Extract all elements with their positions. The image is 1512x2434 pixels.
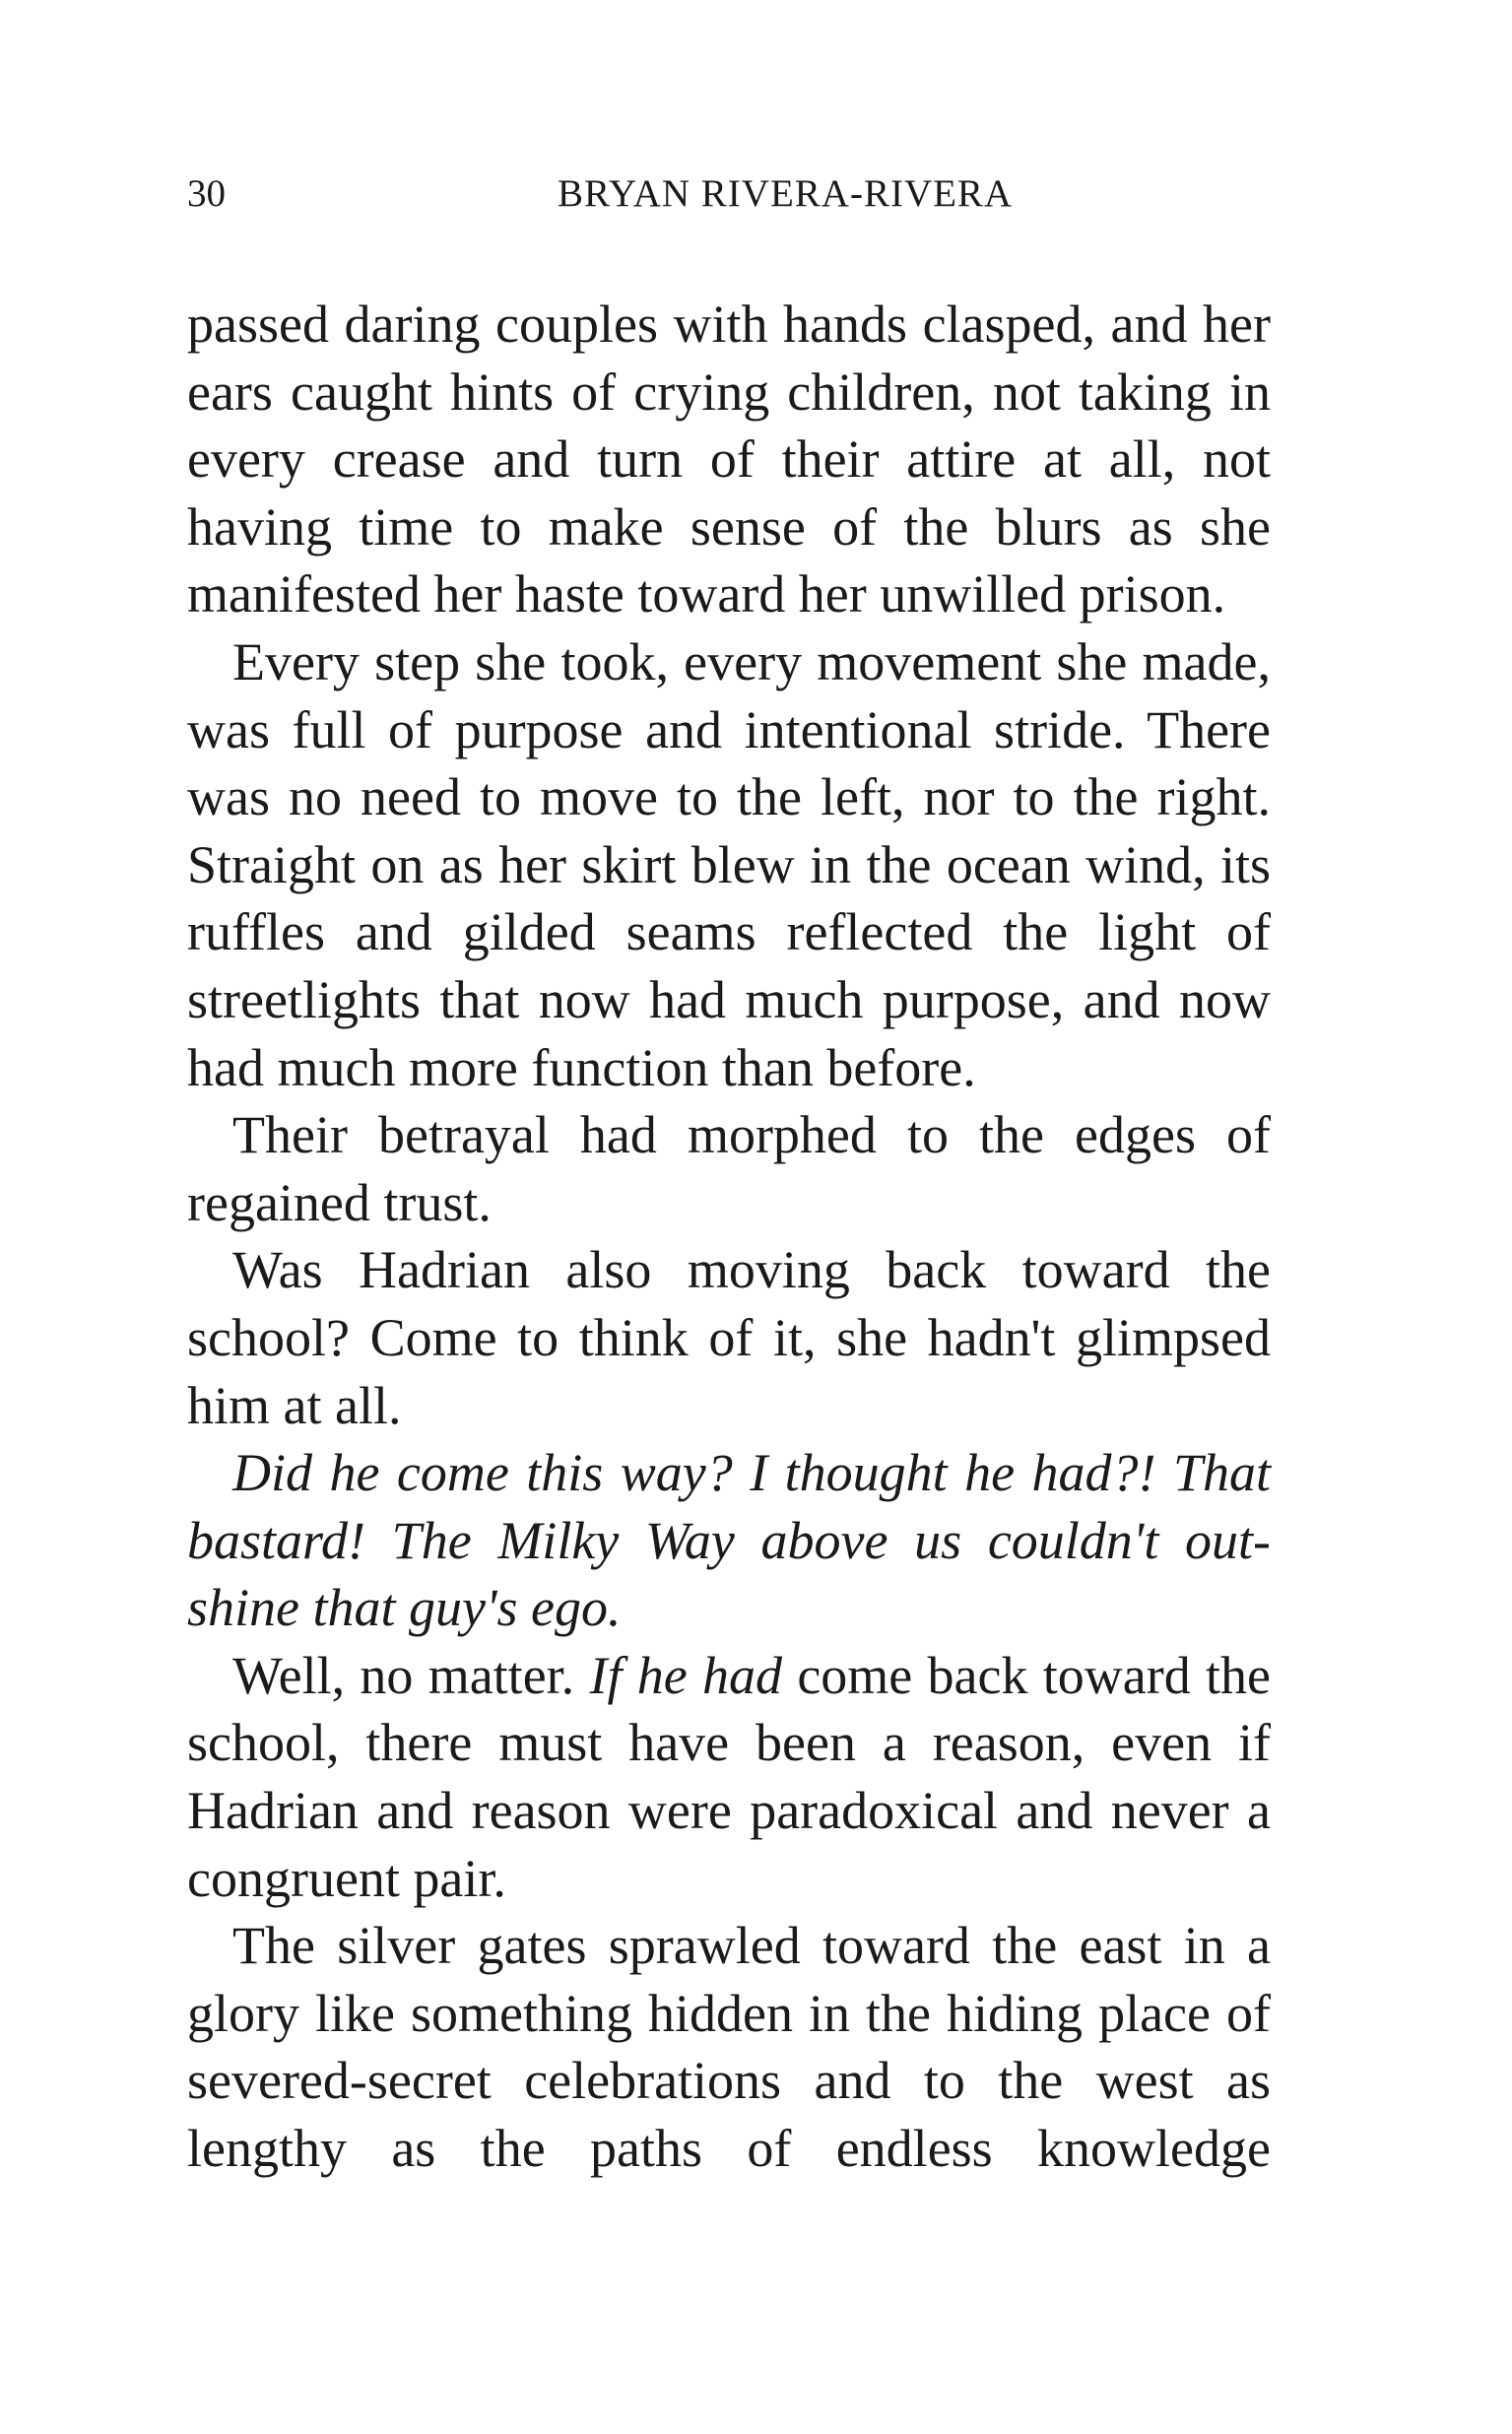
paragraph-text: come back toward the school, there must have been a reason, even if Hadrian and reason were paradoxical and never a congruent pair. <box>187 1645 1271 1908</box>
running-header <box>187 169 1271 219</box>
italic-paragraph: Did he come this way? I thought he had?! That bastard! The Milky Way above us couldn't outshine that guy's ego. <box>187 1443 1271 1638</box>
italic-phrase: If he had <box>589 1645 783 1705</box>
paragraph-text: Well, no matter. <box>232 1645 590 1705</box>
paragraph: Was Hadrian also moving back toward the school? Come to think of it, she hadn't glimpsed him at all. <box>187 1240 1271 1435</box>
paragraph <box>187 1642 1271 1912</box>
author-name: BRYAN RIVERA-RIVERA <box>558 172 1014 215</box>
page-number: 30 <box>187 172 226 215</box>
paragraph: passed daring couples with hands clasped, and her ears caught hints of crying children, not taking in every crease and turn of their attire at all, not having time to make sense of the blurs as she manifested her haste toward her unwilled prison. <box>187 295 1271 625</box>
body-text <box>187 291 1271 2183</box>
paragraph: Every step she took, every movement she made, was full of purpose and intentional stride. There was no need to move to the left, nor to the right. Straight on as her skirt blew in the ocean wind, its ruffles and gilded seams reflected the light of streetlights that now had much purpose, and now had much more function than before. <box>187 631 1271 1097</box>
paragraph: The silver gates sprawled toward the east in a glory like something hidden in the hiding place of severed-secret celebrations and to the west as lengthy as the paths of endless knowledge <box>187 1916 1271 2179</box>
paragraph: Their betrayal had morphed to the edges of regained trust. <box>187 1105 1271 1232</box>
